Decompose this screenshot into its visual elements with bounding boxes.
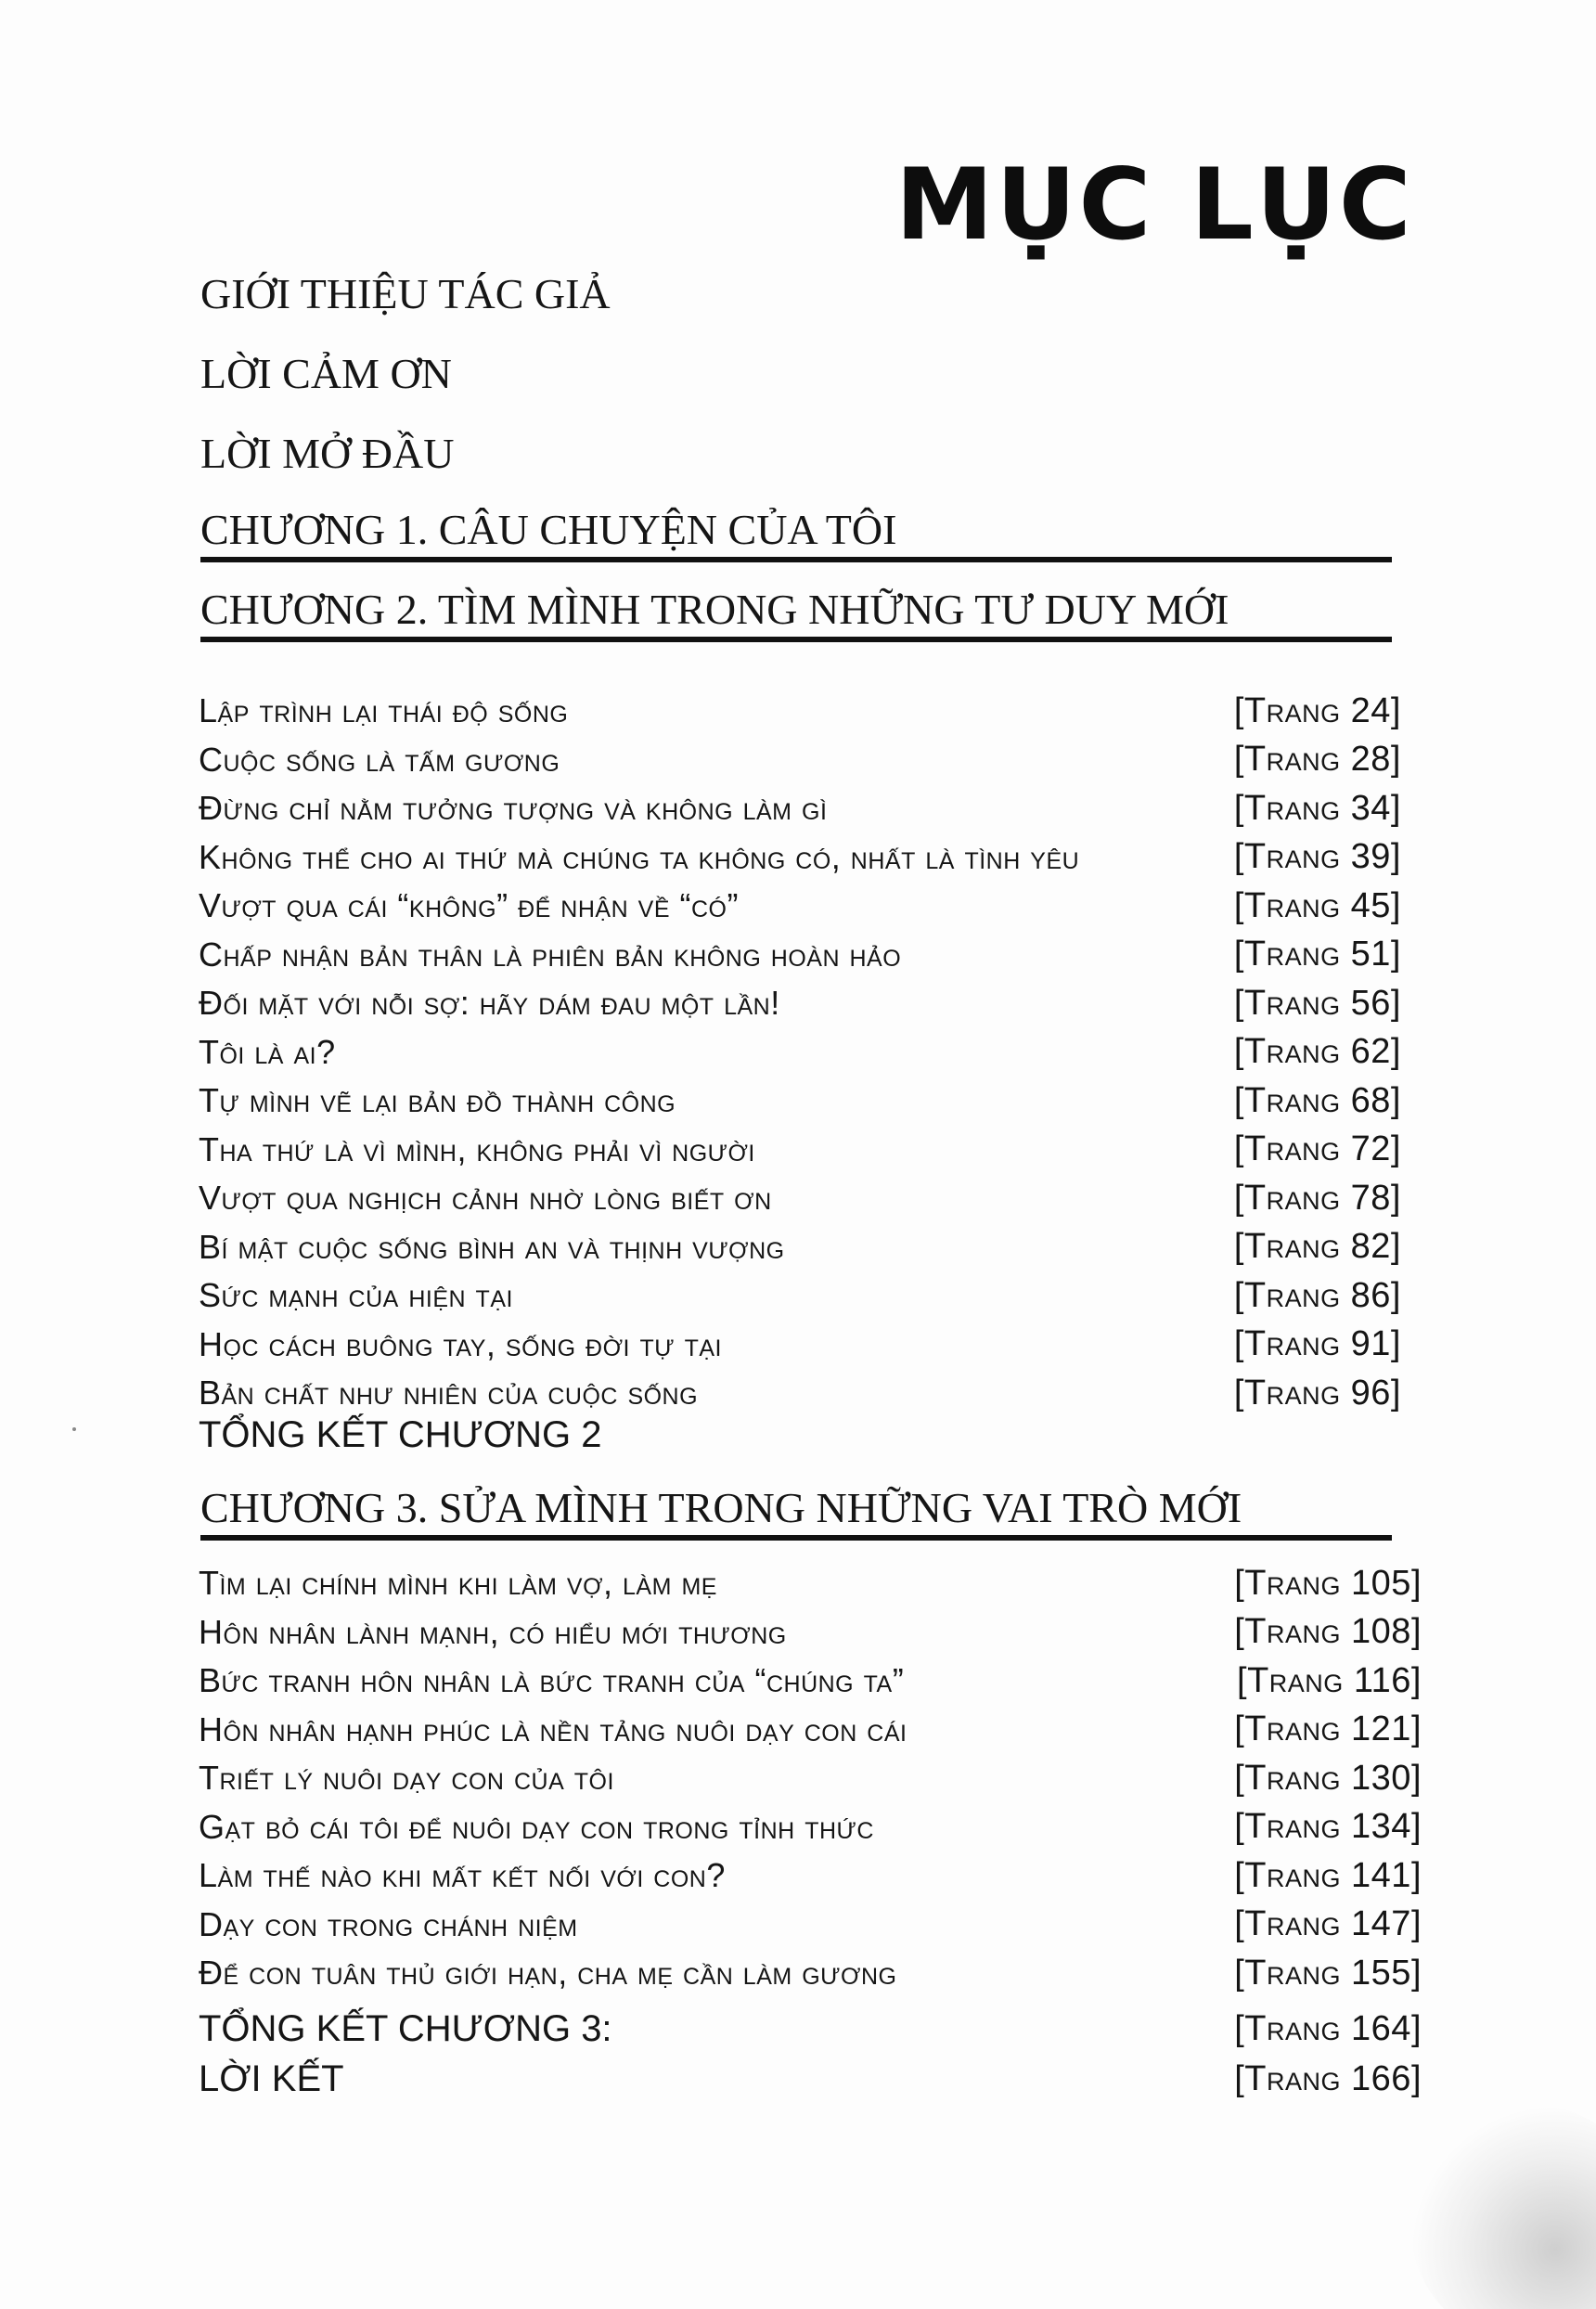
toc-entry <box>199 784 1401 833</box>
entry-page: [Trang 82] <box>1233 1227 1401 1267</box>
toc-entry <box>199 931 1401 980</box>
entry-title: Hôn nhân lành mạnh, có hiểu mới thương <box>199 1612 787 1651</box>
entry-title: Vượt qua cái “không” để nhận về “có” <box>199 886 739 925</box>
toc-entry <box>199 1028 1401 1077</box>
entry-page: [Trang 155] <box>1234 1953 1422 1993</box>
toc-entry <box>199 1126 1401 1175</box>
front-matter-preface: LỜI MỞ ĐẦU <box>200 430 455 477</box>
chapter-3-title: CHƯƠNG 3. SỬA MÌNH TRONG NHỮNG VAI TRÒ MỚI <box>200 1484 1242 1531</box>
entry-page: [Trang 78] <box>1233 1178 1401 1218</box>
toc-entry <box>199 1949 1422 1998</box>
entry-title: Tìm lại chính mình khi làm vợ, làm mẹ <box>199 1564 717 1603</box>
entry-page: [Trang 141] <box>1234 1855 1422 1895</box>
entry-page: [Trang 134] <box>1234 1807 1422 1847</box>
toc-entry <box>199 882 1401 931</box>
entry-title: Để con tuân thủ giới hạn, cha mẹ cần làm gương <box>199 1954 897 1993</box>
entry-title: Đừng chỉ nằm tưởng tượng và không làm gì <box>199 789 828 828</box>
toc-entry <box>199 1803 1422 1852</box>
toc-entry <box>199 1657 1422 1706</box>
toc-entry <box>199 1754 1422 1803</box>
entry-page: [Trang 86] <box>1233 1275 1401 1315</box>
entry-page: [Trang 62] <box>1233 1032 1401 1072</box>
chapter-3-heading <box>200 1485 1392 1541</box>
entry-title: Chấp nhận bản thân là phiên bản không hoàn hảo <box>199 935 902 974</box>
entry-page: [Trang 147] <box>1234 1904 1422 1944</box>
entry-page: [Trang 51] <box>1233 935 1401 974</box>
toc-entry <box>199 1077 1401 1126</box>
entry-page: [Trang 164] <box>1234 2008 1422 2048</box>
closing-title: LỜI KẾT <box>199 2057 344 2099</box>
entry-title: Tha thứ là vì mình, không phải vì người <box>199 1129 755 1168</box>
toc-entry <box>199 1223 1401 1272</box>
entry-page: [Trang 28] <box>1233 740 1401 780</box>
toc-entry <box>199 1901 1422 1950</box>
toc-entry <box>199 1559 1422 1608</box>
chapter-3-summary-title: TỔNG KẾT CHƯƠNG 3: <box>199 2007 612 2049</box>
entry-title: Tôi là ai? <box>199 1032 336 1071</box>
chapter-3-rule <box>200 1535 1392 1541</box>
toc-entry <box>199 1321 1401 1370</box>
entry-title: Tự mình vẽ lại bản đồ thành công <box>199 1081 676 1120</box>
chapter-1-rule <box>200 557 1392 562</box>
toc-entry <box>199 1608 1422 1658</box>
chapter-3-entries <box>199 1559 1422 1998</box>
front-matter-author-intro: GIỚI THIỆU TÁC GIẢ <box>200 270 611 317</box>
entry-title: Lập trình lại thái độ sống <box>199 691 569 730</box>
chapter-2-summary: TỔNG KẾT CHƯƠNG 2 <box>199 1414 602 1455</box>
entry-page: [Trang 39] <box>1233 837 1401 877</box>
entry-page: [Trang 105] <box>1234 1563 1422 1603</box>
toc-entry <box>199 979 1401 1028</box>
front-matter-acknowledgements: LỜI CẢM ƠN <box>200 350 452 397</box>
chapter-1-title: CHƯƠNG 1. CÂU CHUYỆN CỦA TÔI <box>200 506 897 553</box>
entry-title: Bức tranh hôn nhân là bức tranh của “chúng ta” <box>199 1661 905 1700</box>
entry-title: Triết lý nuôi dạy con của tôi <box>199 1759 614 1798</box>
toc-entry <box>199 1174 1401 1223</box>
entry-page: [Trang 108] <box>1234 1612 1422 1652</box>
toc-entry <box>199 1851 1422 1901</box>
entry-page: [Trang 130] <box>1234 1758 1422 1798</box>
entry-page: [Trang 56] <box>1233 983 1401 1023</box>
entry-page: [Trang 166] <box>1234 2058 1422 2098</box>
entry-title: Hôn nhân hạnh phúc là nền tảng nuôi dạy con cái <box>199 1709 907 1748</box>
toc-entry <box>199 687 1401 736</box>
entry-title: Gạt bỏ cái tôi để nuôi dạy con trong tỉnh thức <box>199 1807 874 1846</box>
paper-speck <box>72 1427 76 1431</box>
entry-page: [Trang 34] <box>1233 788 1401 828</box>
entry-title: Học cách buông tay, sống đời tự tại <box>199 1324 723 1363</box>
entry-title: Không thể cho ai thứ mà chúng ta không có, nhất là tình yêu <box>199 837 1080 876</box>
toc-entry <box>199 736 1401 785</box>
entry-title: Dạy con trong chánh niệm <box>199 1904 578 1943</box>
entry-title: Cuộc sống là tấm gương <box>199 740 560 779</box>
chapter-2-heading <box>200 587 1392 642</box>
page-title: MỤC LỤC <box>895 148 1414 262</box>
entry-page: [Trang 45] <box>1233 885 1401 925</box>
chapter-1-heading <box>200 507 1392 562</box>
entry-title: Làm thế nào khi mất kết nối với con? <box>199 1856 726 1895</box>
chapter-2-title: CHƯƠNG 2. TÌM MÌNH TRONG NHỮNG TƯ DUY MỚI <box>200 586 1229 633</box>
closing-entry <box>199 2055 1422 2103</box>
chapter-3-summary <box>199 2005 1422 2053</box>
toc-entry <box>199 1271 1401 1321</box>
entry-page: [Trang 116] <box>1237 1660 1422 1700</box>
entry-title: Bí mật cuộc sống bình an và thịnh vượng <box>199 1227 785 1266</box>
entry-title: Bản chất như nhiên của cuộc sống <box>199 1374 699 1412</box>
entry-page: [Trang 24] <box>1233 690 1401 730</box>
entry-title: Vượt qua nghịch cảnh nhờ lòng biết ơn <box>199 1179 772 1218</box>
toc-entry <box>199 1369 1401 1418</box>
entry-title: Đối mặt với nỗi sợ: hãy dám đau một lần! <box>199 984 780 1023</box>
entry-page: [Trang 96] <box>1233 1373 1401 1412</box>
chapter-2-entries <box>199 687 1401 1418</box>
entry-page: [Trang 121] <box>1234 1709 1422 1749</box>
paper-corner-smudge <box>1410 2105 1596 2309</box>
chapter-2-rule <box>200 637 1392 642</box>
toc-entry <box>199 833 1401 883</box>
entry-page: [Trang 72] <box>1233 1129 1401 1169</box>
entry-title: Sức mạnh của hiện tại <box>199 1276 513 1315</box>
entry-page: [Trang 91] <box>1233 1324 1401 1364</box>
toc-entry <box>199 1706 1422 1755</box>
entry-page: [Trang 68] <box>1233 1080 1401 1120</box>
